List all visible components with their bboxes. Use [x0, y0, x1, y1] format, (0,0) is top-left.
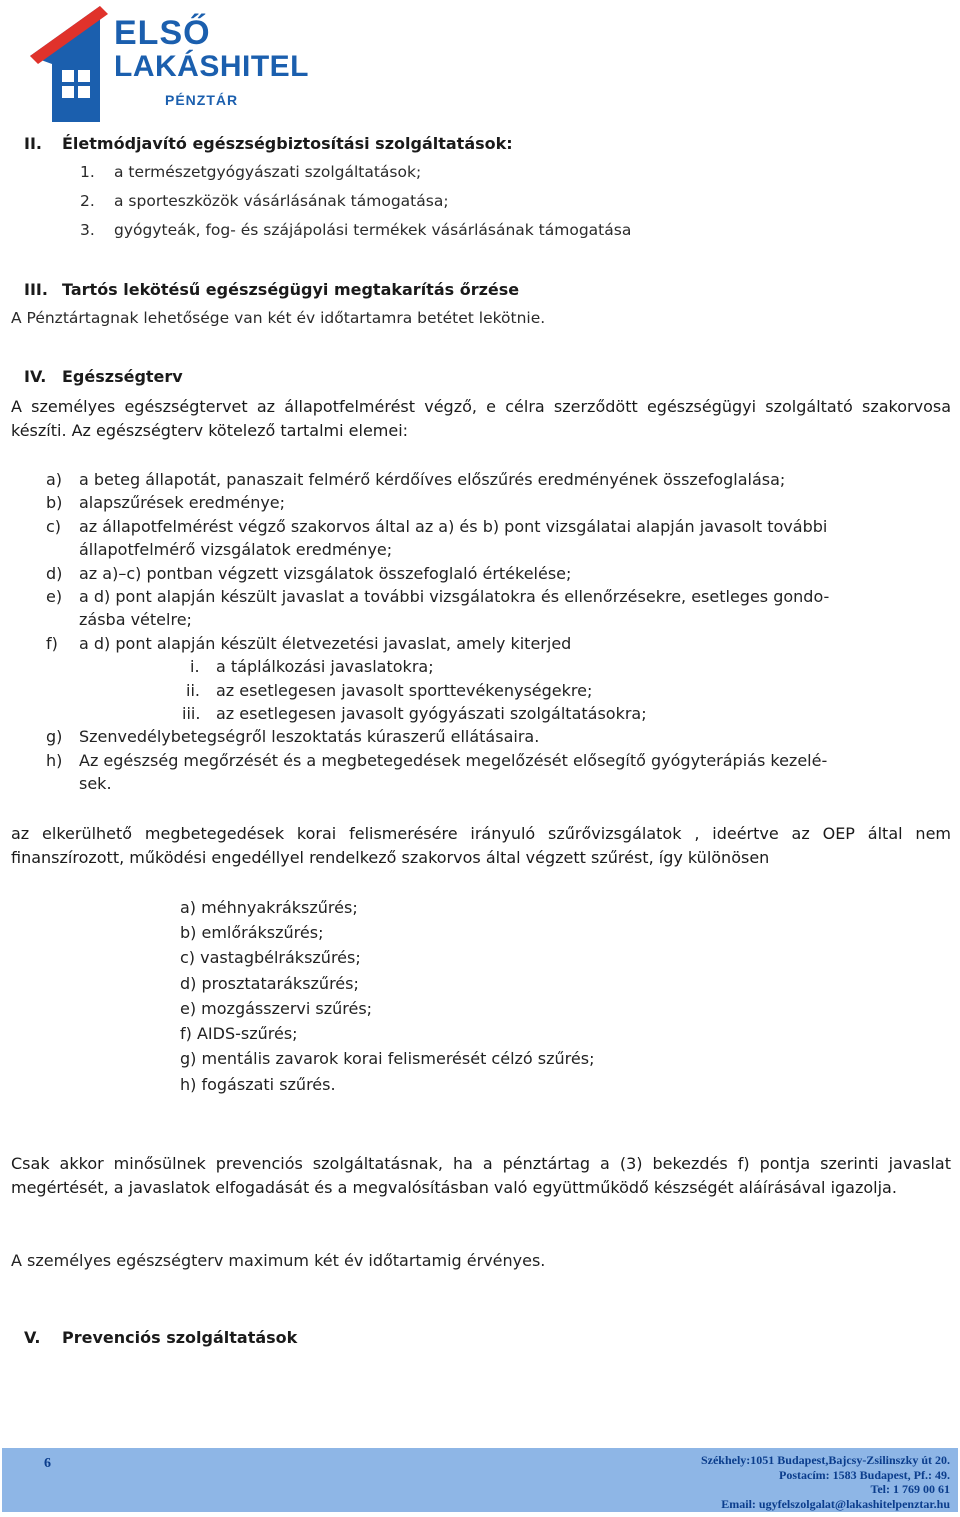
section4-item-num: c): [46, 517, 62, 536]
section4-item-num: g): [46, 727, 63, 746]
footer-headquarters: Székhely:1051 Budapest,Bajcsy-Zsilinszky út 20.: [700, 1453, 950, 1467]
section3-title: Tartós lekötésű egészségügyi megtakarítás őrzése: [62, 280, 520, 299]
section4-item-num: d): [46, 564, 63, 583]
section2-title: Életmódjavító egészségbiztosítási szolgáltatások:: [62, 134, 513, 153]
section4-item-num: f): [46, 634, 58, 653]
section3-number: III.: [24, 280, 48, 299]
section5-number: V.: [24, 1328, 41, 1347]
screening-item: e) mozgásszervi szűrés;: [180, 999, 373, 1018]
logo-text-line2: LAKÁSHITEL: [114, 50, 309, 83]
section4-item-text: Az egészség megőrzését és a megbetegedések megelőzését elősegítő gyógyterápiás kezelé-: [79, 751, 828, 770]
screening-item: d) prosztatarákszűrés;: [180, 974, 359, 993]
validity-paragraph: A személyes egészségterv maximum két év időtartamig érvényes.: [11, 1251, 546, 1270]
section4-subitem-num: iii.: [182, 704, 201, 723]
section4-item-text: a d) pont alapján készült javaslat a további vizsgálatokra és ellenőrzésekre, esetleges gondo-: [79, 587, 830, 606]
section4-item-text: az a)–c) pontban végzett vizsgálatok összefoglaló értékelése;: [79, 564, 572, 583]
screening-item: f) AIDS-szűrés;: [180, 1024, 298, 1043]
footer-address: [701, 1453, 950, 1511]
section4-item-num: a): [46, 470, 63, 489]
section2-number: II.: [24, 134, 42, 153]
section4-subitem-num: i.: [190, 657, 200, 676]
section4-item-text: sek.: [79, 774, 112, 793]
section4-subitem-text: az esetlegesen javasolt sporttevékenységekre;: [216, 681, 593, 700]
section4-item-text: az állapotfelmérést végző szakorvos által az a) és b) pont vizsgálatai alapján javasolt további: [79, 517, 828, 536]
section5-title: Prevenciós szolgáltatások: [62, 1328, 298, 1347]
section4-body: A személyes egészségtervet az állapotfelmérést végző, e célra szerződött egészségügyi szolgáltató szakorvosa készíti. Az egészségterv kötelező tartalmi elemei:: [11, 397, 951, 440]
section2-item1-num: 1.: [80, 163, 95, 181]
page-footer: [2, 1448, 958, 1512]
section4-item-text: a beteg állapotát, panaszait felmérő kérdőíves előszűrés eredményének összefoglalása;: [79, 470, 786, 489]
footer-postal: Postacím: 1583 Budapest, Pf.: 49.: [779, 1467, 950, 1482]
screening-item: g) mentális zavarok korai felismerését célzó szűrés;: [180, 1049, 595, 1068]
screening-item: a) méhnyakrákszűrés;: [180, 898, 358, 917]
section4-item-num: h): [46, 751, 63, 770]
section4-subitem-num: ii.: [186, 681, 200, 700]
logo-text-line3: PÉNZTÁR: [165, 92, 239, 108]
section4-title: Egészségterv: [62, 367, 183, 386]
section4-subitem-text: a táplálkozási javaslatokra;: [216, 657, 434, 676]
section2-item3-num: 3.: [80, 221, 95, 239]
screening-intro: az elkerülhető megbetegedések korai felismerésére irányuló szűrővizsgálatok , ideértve az OEP által nem finanszírozott, működési engedéllyel rendelkező szakorvos által végzett szűrést, így különösen: [11, 824, 951, 867]
section4-item-text: alapszűrések eredménye;: [79, 493, 286, 512]
section4-item-text: Szenvedélybetegségről leszoktatás kúraszerű ellátásaira.: [79, 727, 540, 746]
section4-item-text: a d) pont alapján készült életvezetési javaslat, amely kiterjed: [79, 634, 572, 653]
screening-item: h) fogászati szűrés.: [180, 1075, 336, 1094]
screening-item: b) emlőrákszűrés;: [180, 923, 324, 942]
section4-item-num: e): [46, 587, 63, 606]
section3-body: A Pénztártagnak lehetősége van két év időtartamra betétet lekötnie.: [11, 309, 546, 327]
section2-item2-text: a sporteszközök vásárlásának támogatása;: [114, 192, 449, 210]
prevention-paragraph: Csak akkor minősülnek prevenciós szolgáltatásnak, ha a pénztártag a (3) bekezdés f) pontja szerinti javaslat megértését, a javaslatok elfogadását és a megvalósításban való együttműködő készségét aláírásával igazolja.: [11, 1154, 951, 1197]
section2-item3-text: gyógyteák, fog- és szájápolási termékek vásárlásának támogatása: [114, 221, 632, 239]
screening-item: c) vastagbélrákszűrés;: [180, 948, 361, 967]
company-logo: [30, 4, 320, 124]
section4-number: IV.: [24, 367, 47, 386]
page-number: 6: [44, 1456, 51, 1471]
section4-item-text: zásba vételre;: [79, 610, 192, 629]
section4-item-text: állapotfelmérő vizsgálatok eredménye;: [79, 540, 393, 559]
section2-item2-num: 2.: [80, 192, 95, 210]
footer-email: Email: ugyfelszolgalat@lakashitelpenztar.hu: [721, 1496, 950, 1511]
house-icon: [30, 4, 120, 124]
section2-item1-text: a természetgyógyászati szolgáltatások;: [114, 163, 422, 181]
footer-phone: Tel: 1 769 00 61: [870, 1482, 950, 1496]
logo-text-line1: ELSŐ: [114, 14, 211, 52]
section4-item-num: b): [46, 493, 63, 512]
section4-subitem-text: az esetlegesen javasolt gyógyászati szolgáltatásokra;: [216, 704, 647, 723]
